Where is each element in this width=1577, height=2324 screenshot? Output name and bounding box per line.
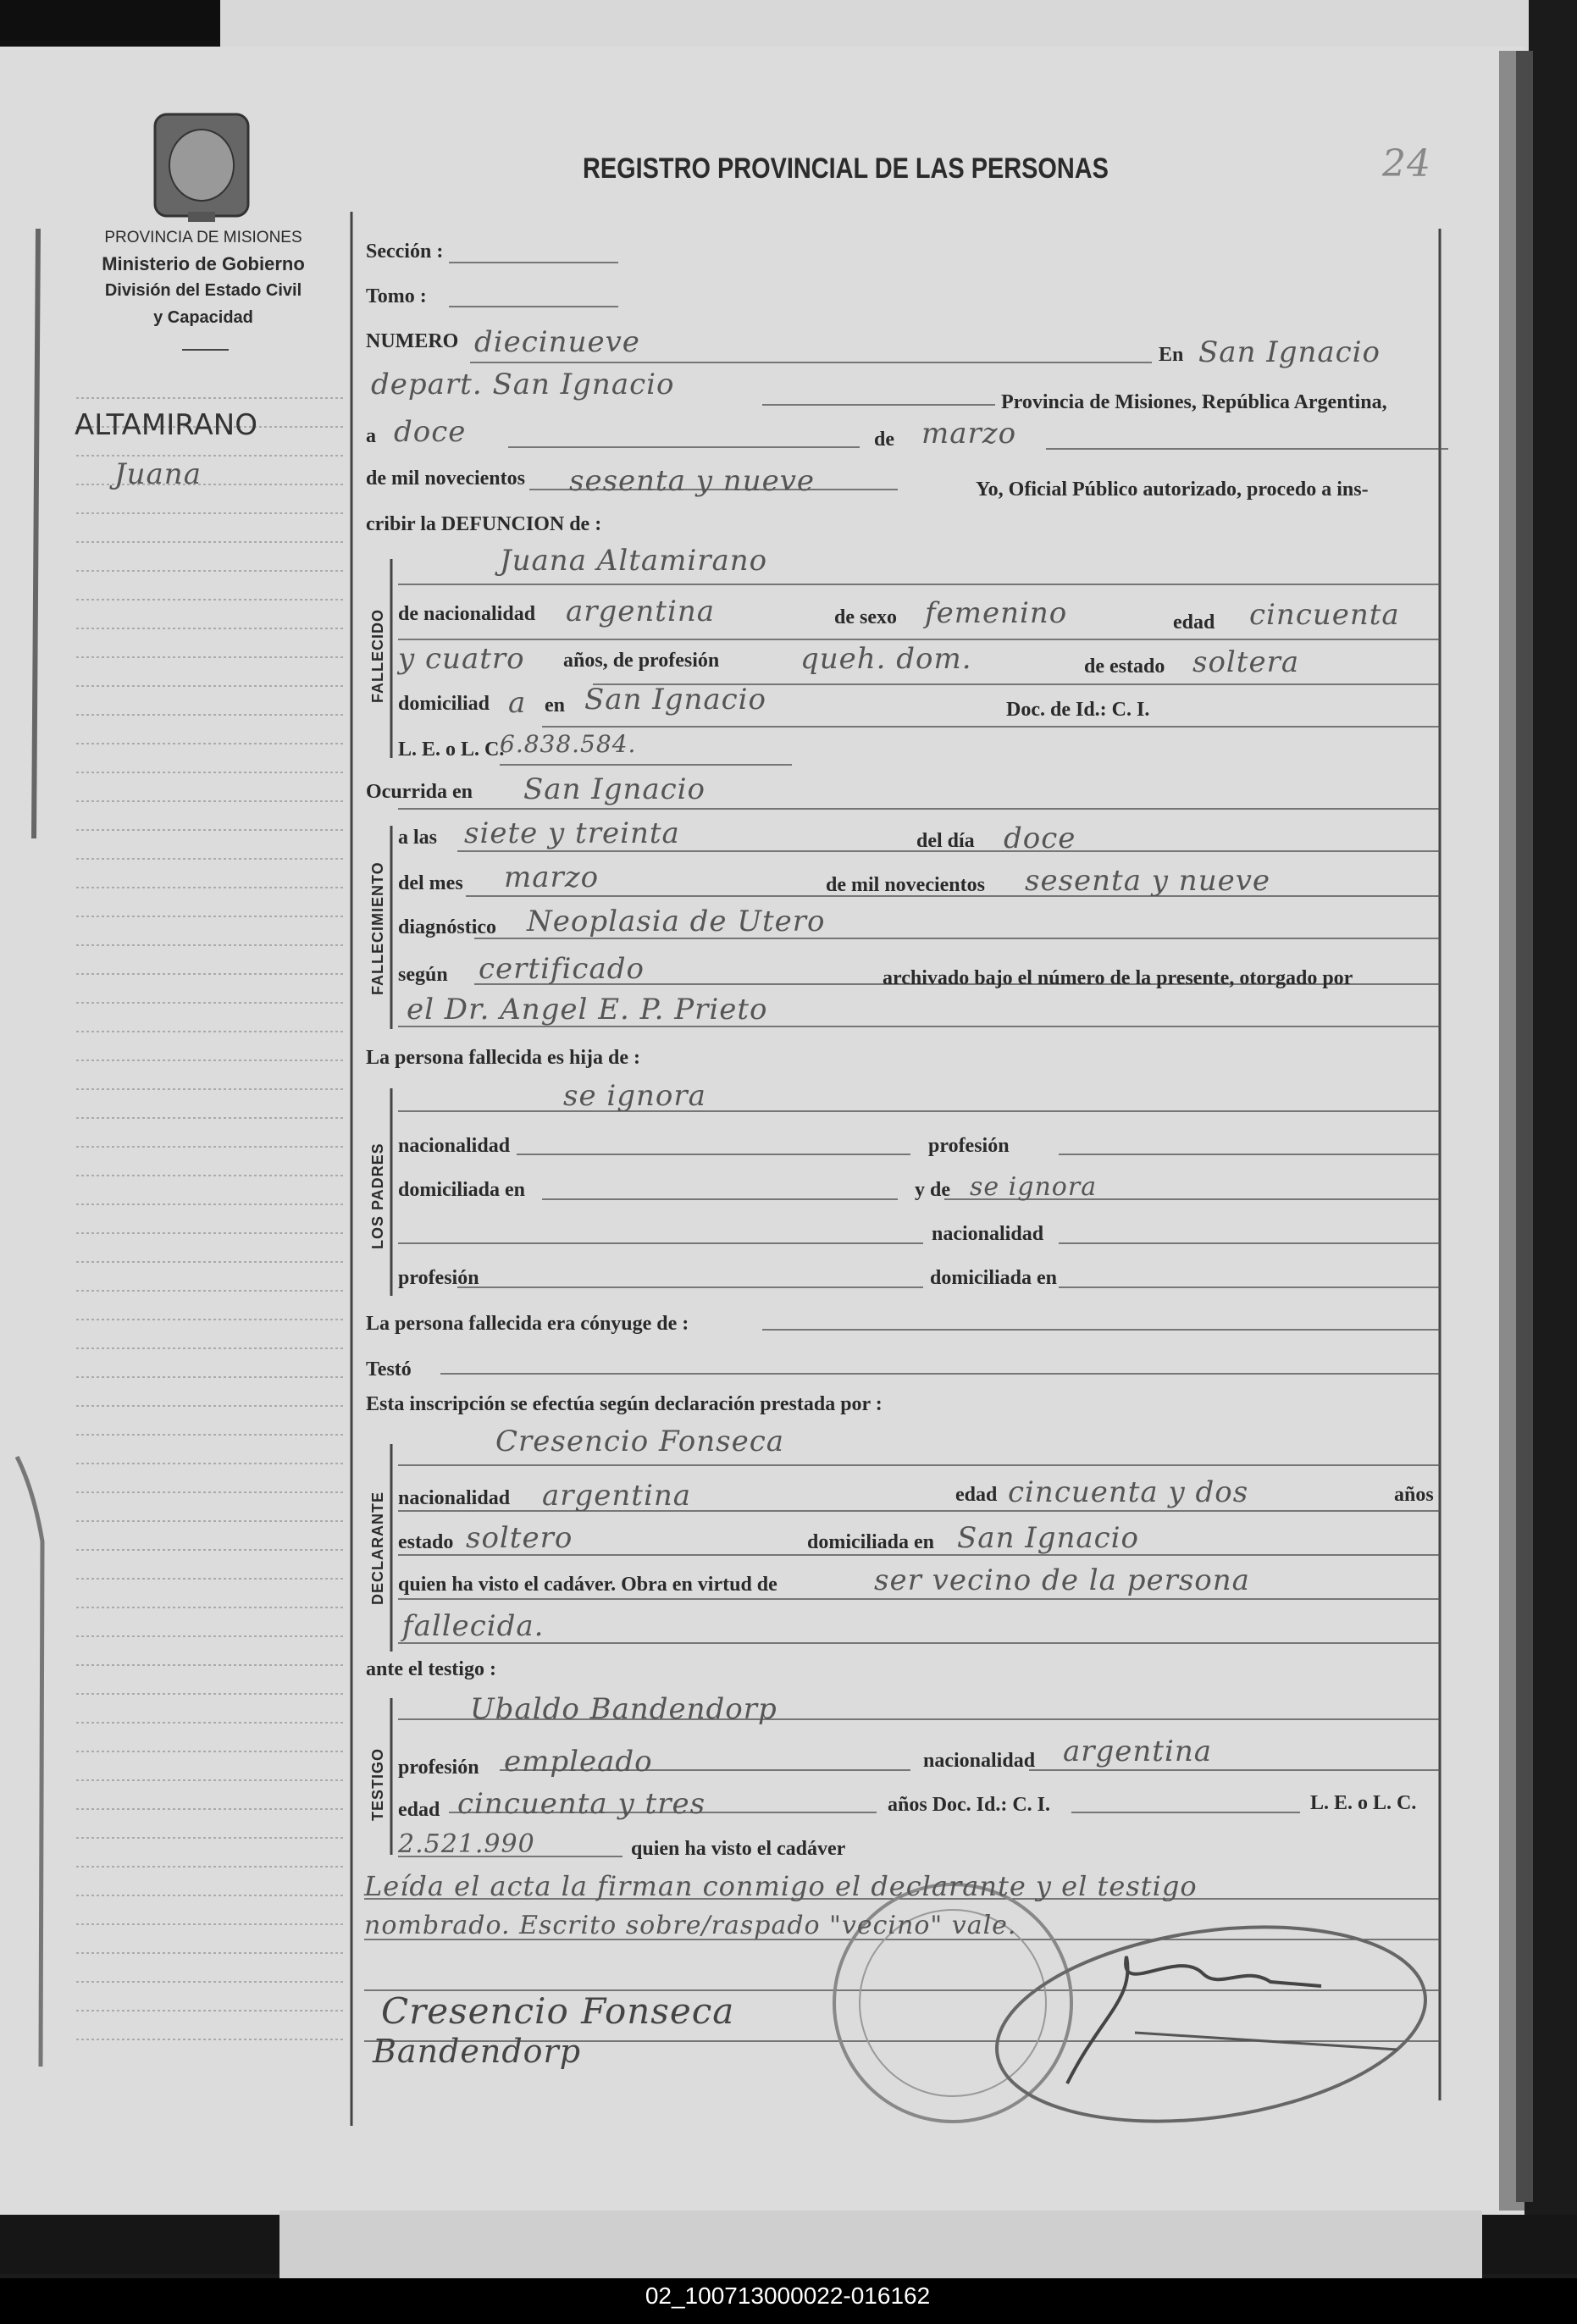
label-de-nacionalidad: de nacionalidad — [398, 603, 536, 625]
label-provincia: Provincia de Misiones, República Argentina, — [1001, 391, 1387, 413]
value-sexo: femenino — [925, 596, 1068, 630]
value-anio: sesenta y nueve — [569, 464, 816, 498]
label-padres-nacionalidad: nacionalidad — [398, 1135, 511, 1157]
label-testo: Testó — [366, 1358, 412, 1381]
value-nombre: Juana Altamirano — [500, 544, 768, 578]
page-number: 24 — [1382, 142, 1431, 185]
value-madre: se ignora — [970, 1172, 1098, 1202]
value-del-mes: marzo — [504, 860, 600, 894]
value-dia: doce — [394, 415, 467, 449]
label-test-le-lc: L. E. o L. C. — [1310, 1792, 1417, 1814]
label-del-dia: del día — [916, 830, 975, 852]
label-segun: según — [398, 964, 448, 986]
label-ante-testigo: ante el testigo : — [366, 1658, 496, 1680]
label-a-las: a las — [398, 827, 438, 849]
label-de-estado: de estado — [1084, 656, 1165, 678]
value-departamento: depart. San Ignacio — [371, 368, 675, 401]
value-localidad: San Ignacio — [1198, 335, 1381, 369]
value-decl-nacionalidad: argentina — [542, 1479, 692, 1513]
province-label: PROVINCIA DE MISIONES — [104, 229, 302, 246]
label-a: a — [366, 425, 376, 447]
label-quien-visto2: quien ha visto el cadáver — [631, 1838, 846, 1860]
label-y-de: y de — [915, 1179, 950, 1201]
label-le-lc: L. E. o L. C. — [398, 739, 505, 761]
side-label-fallecimiento: FALLECIMIENTO — [369, 861, 386, 995]
label-quien-visto: quien ha visto el cadáver. Obra en virtud de — [398, 1574, 777, 1596]
label-del-mes: del mes — [398, 872, 463, 894]
value-del-dia: doce — [1004, 822, 1076, 855]
side-label-padres: LOS PADRES — [369, 1143, 386, 1249]
label-edad: edad — [1173, 611, 1215, 634]
margin-given-name: Juana — [114, 457, 202, 491]
value-hora: siete y treinta — [464, 816, 680, 850]
value-nota-2: nombrado. Escrito sobre/raspado "vecino" vale. — [364, 1911, 1017, 1940]
value-edad-1: cincuenta — [1249, 598, 1400, 632]
value-mes: marzo — [921, 417, 1017, 451]
label-domiciliad: domiciliad — [398, 693, 490, 715]
signature-testigo: Bandendorp — [373, 2033, 582, 2070]
value-numero: diecinueve — [474, 325, 640, 359]
side-label-testigo: TESTIGO — [369, 1747, 386, 1821]
label-de: de — [874, 429, 894, 451]
label-numero: NUMERO — [366, 330, 459, 352]
label-test-edad: edad — [398, 1799, 440, 1821]
value-padre: se ignora — [563, 1079, 706, 1113]
label-madre-domiciliada: domiciliada en — [930, 1267, 1058, 1289]
value-test-edad: cincuenta y tres — [457, 1787, 706, 1821]
label-anos-profesion: años, de profesión — [563, 650, 720, 672]
value-segun: certificado — [479, 952, 645, 986]
label-decl-estado: estado — [398, 1531, 454, 1553]
ministry-label: Ministerio de Gobierno — [102, 253, 305, 274]
value-diagnostico: Neoplasia de Utero — [527, 905, 826, 938]
division-label: División del Estado Civil — [104, 281, 302, 300]
value-domiciliad-suffix: a — [508, 686, 527, 720]
value-profesion: queh. dom. — [800, 642, 972, 676]
value-testigo: Ubaldo Bandendorp — [470, 1692, 777, 1726]
label-tomo: Tomo : — [366, 285, 427, 307]
value-decl-domicilio: San Ignacio — [957, 1521, 1140, 1555]
value-domicilio: San Ignacio — [584, 683, 767, 717]
value-le-lc: 6.838.584. — [500, 730, 637, 758]
label-archivado: archivado bajo el número de la presente, otorgado por — [883, 967, 1353, 989]
label-madre-profesion: profesión — [398, 1267, 479, 1289]
label-padres-profesion: profesión — [928, 1135, 1010, 1157]
value-declarante: Cresencio Fonseca — [495, 1425, 785, 1458]
label-madre-nacionalidad: nacionalidad — [932, 1223, 1044, 1245]
capacity-label: y Capacidad — [153, 308, 253, 327]
value-anio-2: sesenta y nueve — [1025, 864, 1271, 898]
label-en-lower: en — [545, 694, 565, 717]
barcode-id: 02_100713000022-016162 — [645, 2282, 931, 2309]
label-decl-domiciliada: domiciliada en — [807, 1531, 935, 1553]
label-seccion: Sección : — [366, 241, 444, 263]
signature-declarante: Cresencio Fonseca — [381, 1990, 735, 2032]
label-en: En — [1159, 344, 1184, 366]
label-cribir: cribir la DEFUNCION de : — [366, 513, 602, 535]
value-test-doc: 2.521.990 — [398, 1829, 535, 1859]
page-title: REGISTRO PROVINCIAL DE LAS PERSONAS — [583, 152, 1109, 185]
value-estado-civil: soltera — [1192, 645, 1300, 679]
value-edad-2: y cuatro — [398, 642, 525, 676]
label-de-sexo: de sexo — [834, 606, 897, 628]
label-doc-id: Doc. de Id.: C. I. — [1006, 699, 1150, 721]
value-decl-edad: cincuenta y dos — [1008, 1475, 1249, 1509]
label-decl-anos: años — [1394, 1484, 1434, 1506]
value-nacionalidad: argentina — [566, 595, 716, 628]
value-ocurrida: San Ignacio — [523, 772, 706, 806]
label-test-profesion: profesión — [398, 1757, 479, 1779]
label-conyuge: La persona fallecida era cónyuge de : — [366, 1313, 689, 1335]
value-decl-estado: soltero — [466, 1521, 573, 1555]
label-de-mil: de mil novecientos — [366, 468, 525, 490]
label-padres-domiciliada: domiciliada en — [398, 1179, 526, 1201]
label-test-nacionalidad: nacionalidad — [923, 1750, 1036, 1772]
capacity-underline — [182, 349, 229, 351]
label-test-anos-doc: años Doc. Id.: C. I. — [888, 1794, 1051, 1816]
label-hija-de: La persona fallecida es hija de : — [366, 1047, 640, 1069]
value-test-profesion: empleado — [504, 1745, 653, 1779]
side-label-fallecido: FALLECIDO — [369, 609, 386, 703]
label-diagnostico: diagnóstico — [398, 916, 497, 938]
value-obra-1: ser vecino de la persona — [874, 1563, 1250, 1597]
label-decl-edad: edad — [955, 1484, 998, 1506]
value-otorgado: el Dr. Angel E. P. Prieto — [407, 993, 768, 1026]
label-ocurrida: Ocurrida en — [366, 781, 473, 803]
label-inscripcion: Esta inscripción se efectúa según declaración prestada por : — [366, 1393, 883, 1415]
value-nota-1: Leída el acta la firman conmigo el declarante y el testigo — [364, 1870, 1198, 1902]
value-obra-2: fallecida. — [402, 1609, 545, 1643]
side-label-declarante: DECLARANTE — [369, 1491, 386, 1605]
margin-surname: ALTAMIRANO — [75, 408, 257, 442]
value-test-nacionalidad: argentina — [1063, 1735, 1213, 1768]
label-decl-nacionalidad: nacionalidad — [398, 1487, 511, 1509]
label-yo-oficial: Yo, Oficial Público autorizado, procedo a ins- — [976, 479, 1369, 501]
label-de-mil2: de mil novecientos — [826, 874, 985, 896]
